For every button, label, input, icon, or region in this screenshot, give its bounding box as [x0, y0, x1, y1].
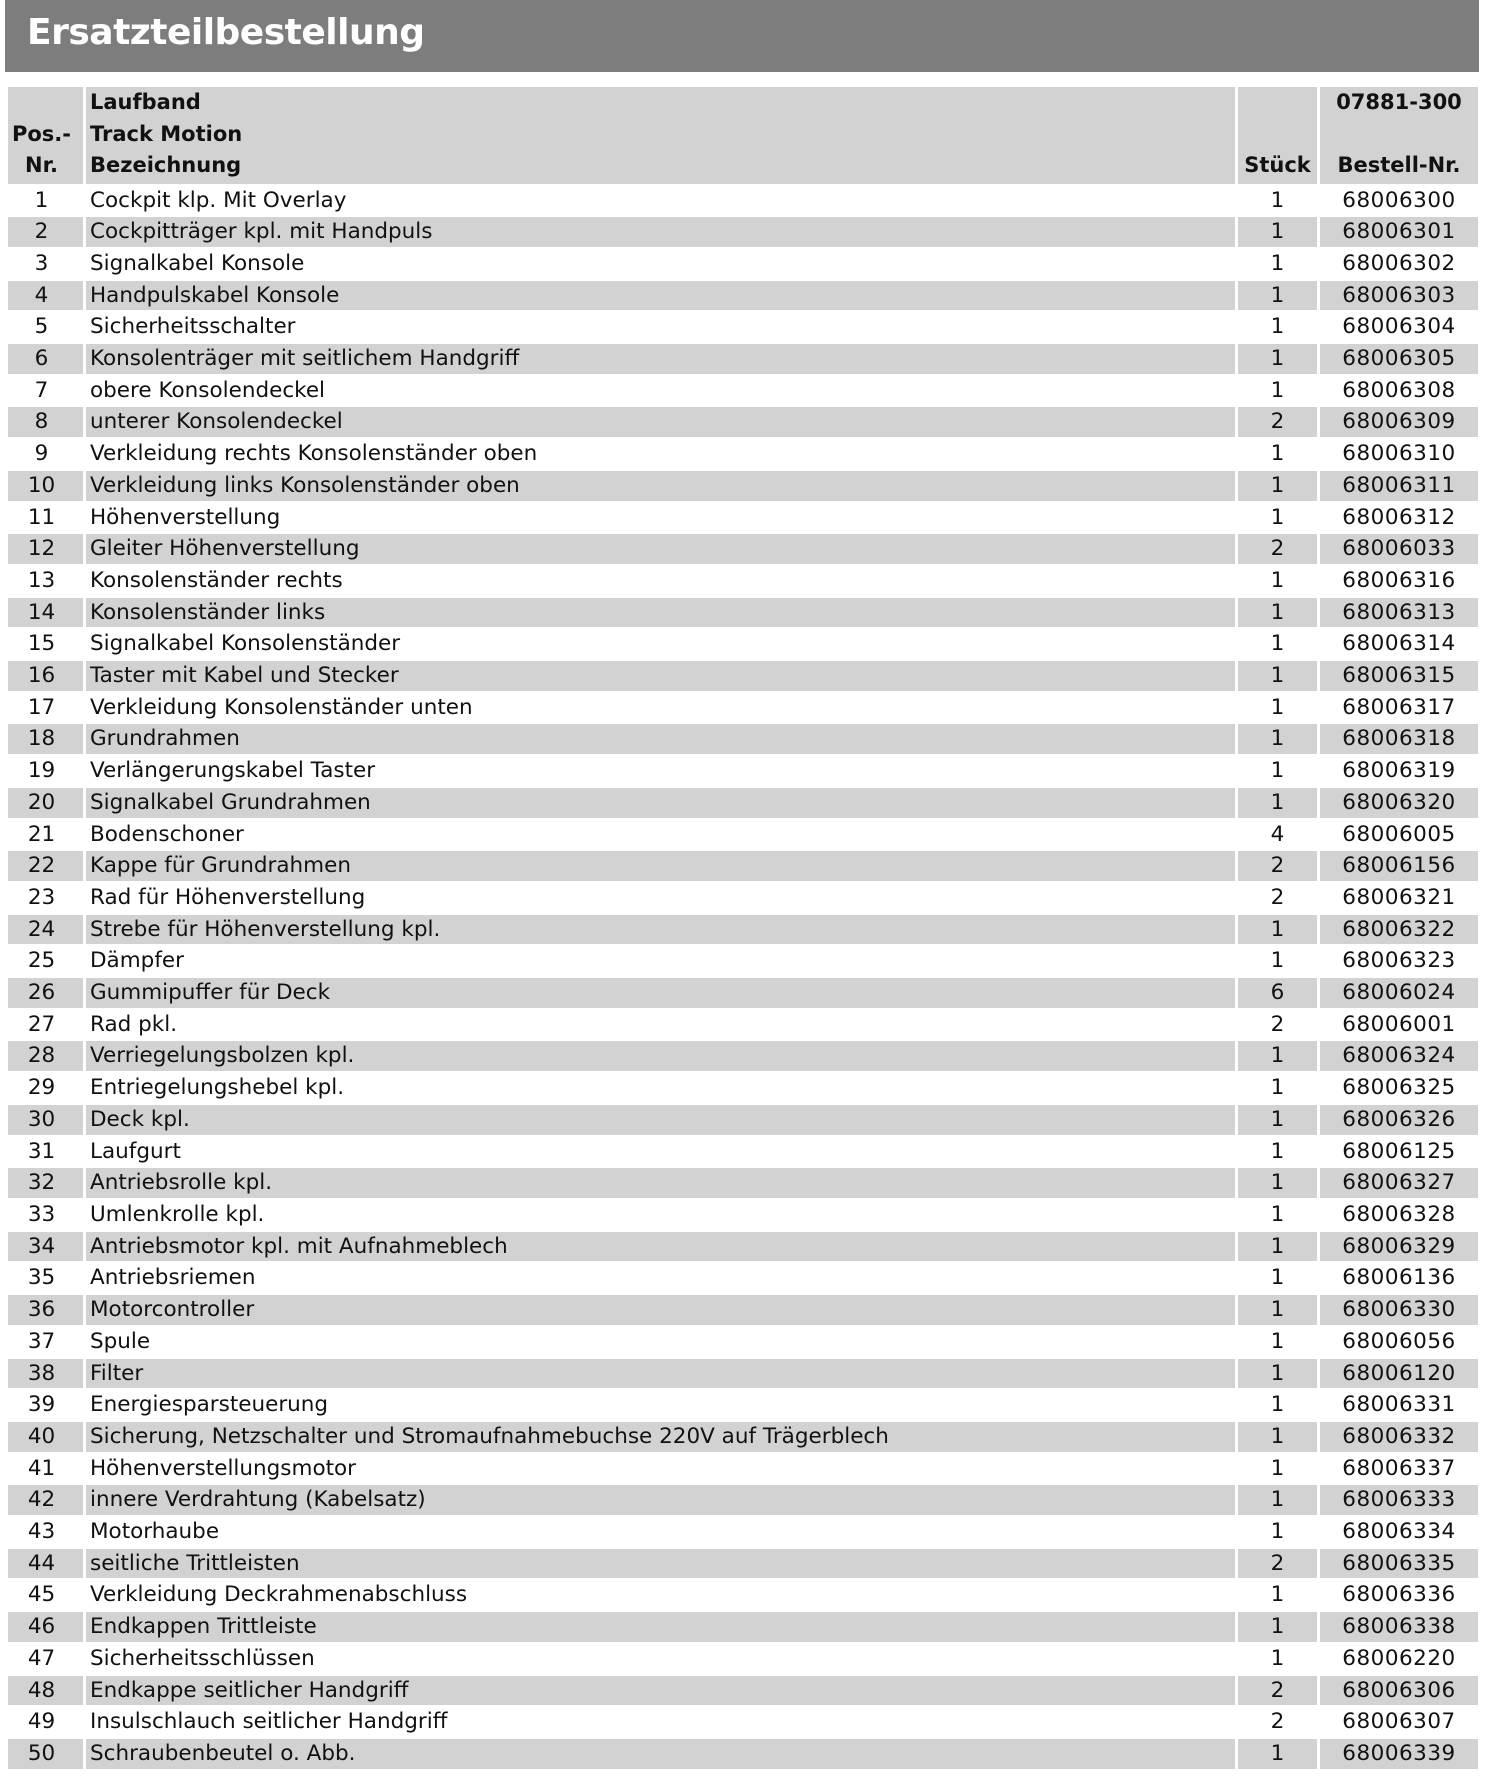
header-pos-line1: Pos.- — [11, 121, 71, 146]
order-number-cell: 68006136 — [1320, 1263, 1478, 1295]
quantity-cell: 1 — [1238, 312, 1320, 344]
description-cell: Schraubenbeutel o. Abb. — [86, 1739, 1238, 1771]
column-header-description — [86, 87, 1238, 186]
position-cell: 13 — [8, 566, 86, 598]
position-cell: 25 — [8, 946, 86, 978]
quantity-cell: 1 — [1238, 598, 1320, 630]
order-number-cell: 68006305 — [1320, 344, 1478, 376]
order-number-cell: 68006311 — [1320, 471, 1478, 503]
quantity-cell: 1 — [1238, 503, 1320, 535]
table-row — [8, 1517, 1478, 1549]
order-number-cell: 68006001 — [1320, 1010, 1478, 1042]
quantity-cell: 1 — [1238, 1454, 1320, 1486]
position-cell: 15 — [8, 629, 86, 661]
header-pos-line2: Nr. — [25, 153, 58, 177]
position-cell: 42 — [8, 1485, 86, 1517]
position-cell: 28 — [8, 1041, 86, 1073]
header-row — [8, 87, 1478, 186]
table-row — [8, 756, 1478, 788]
quantity-cell: 1 — [1238, 1105, 1320, 1137]
quantity-cell: 1 — [1238, 1644, 1320, 1676]
description-cell: Konsolenträger mit seitlichem Handgriff — [86, 344, 1238, 376]
description-cell: Signalkabel Konsole — [86, 249, 1238, 281]
description-cell: Verkleidung links Konsolenständer oben — [86, 471, 1238, 503]
quantity-cell: 1 — [1238, 1390, 1320, 1422]
table-row — [8, 217, 1478, 249]
title-bar — [5, 0, 1479, 72]
quantity-cell: 1 — [1238, 471, 1320, 503]
position-cell: 6 — [8, 344, 86, 376]
order-number-cell: 68006300 — [1320, 186, 1478, 218]
quantity-cell: 6 — [1238, 978, 1320, 1010]
description-cell: Antriebsmotor kpl. mit Aufnahmeblech — [86, 1232, 1238, 1264]
description-cell: Taster mit Kabel und Stecker — [86, 661, 1238, 693]
order-number-cell: 68006318 — [1320, 724, 1478, 756]
description-cell: obere Konsolendeckel — [86, 376, 1238, 408]
description-cell: Bodenschoner — [86, 820, 1238, 852]
quantity-cell: 1 — [1238, 376, 1320, 408]
quantity-cell: 2 — [1238, 1676, 1320, 1708]
position-cell: 30 — [8, 1105, 86, 1137]
header-product-model: Track Motion — [90, 121, 243, 146]
order-number-cell: 68006312 — [1320, 503, 1478, 535]
quantity-cell: 1 — [1238, 1485, 1320, 1517]
position-cell: 9 — [8, 439, 86, 471]
position-cell: 1 — [8, 186, 86, 218]
order-number-cell: 68006005 — [1320, 820, 1478, 852]
header-model-number: 07881-300 — [1336, 90, 1462, 114]
position-cell: 12 — [8, 534, 86, 566]
quantity-cell: 1 — [1238, 661, 1320, 693]
order-number-cell: 68006315 — [1320, 661, 1478, 693]
quantity-cell: 1 — [1238, 186, 1320, 218]
description-cell: Spule — [86, 1327, 1238, 1359]
position-cell: 50 — [8, 1739, 86, 1771]
table-row — [8, 344, 1478, 376]
quantity-cell: 1 — [1238, 217, 1320, 249]
description-cell: Sicherheitsschalter — [86, 312, 1238, 344]
description-cell: Antriebsrolle kpl. — [86, 1168, 1238, 1200]
table-row — [8, 1232, 1478, 1264]
position-cell: 36 — [8, 1295, 86, 1327]
description-cell: Endkappe seitlicher Handgriff — [86, 1676, 1238, 1708]
header-description-label: Bezeichnung — [90, 153, 242, 177]
table-row — [8, 1327, 1478, 1359]
table-row — [8, 1580, 1478, 1612]
position-cell: 3 — [8, 249, 86, 281]
position-cell: 5 — [8, 312, 86, 344]
quantity-cell: 1 — [1238, 281, 1320, 313]
order-number-cell: 68006033 — [1320, 534, 1478, 566]
order-number-cell: 68006324 — [1320, 1041, 1478, 1073]
order-number-cell: 68006327 — [1320, 1168, 1478, 1200]
table-row — [8, 598, 1478, 630]
quantity-cell: 1 — [1238, 1137, 1320, 1169]
table-row — [8, 1263, 1478, 1295]
order-number-cell: 68006322 — [1320, 915, 1478, 947]
table-row — [8, 471, 1478, 503]
description-cell: Energiesparsteuerung — [86, 1390, 1238, 1422]
quantity-cell: 1 — [1238, 439, 1320, 471]
quantity-cell: 2 — [1238, 883, 1320, 915]
description-cell: Sicherheitsschlüssen — [86, 1644, 1238, 1676]
description-cell: Motorhaube — [86, 1517, 1238, 1549]
table-row — [8, 1676, 1478, 1708]
table-row — [8, 820, 1478, 852]
description-cell: Kappe für Grundrahmen — [86, 851, 1238, 883]
header-product-name: Laufband — [90, 90, 201, 114]
position-cell: 7 — [8, 376, 86, 408]
table-row — [8, 1644, 1478, 1676]
order-number-cell: 68006319 — [1320, 756, 1478, 788]
table-row — [8, 503, 1478, 535]
position-cell: 22 — [8, 851, 86, 883]
order-number-cell: 68006302 — [1320, 249, 1478, 281]
order-number-cell: 68006316 — [1320, 566, 1478, 598]
description-cell: Höhenverstellung — [86, 503, 1238, 535]
position-cell: 8 — [8, 407, 86, 439]
quantity-cell: 1 — [1238, 1295, 1320, 1327]
table-row — [8, 629, 1478, 661]
position-cell: 34 — [8, 1232, 86, 1264]
table-row — [8, 978, 1478, 1010]
table-row — [8, 1073, 1478, 1105]
description-cell: Rad für Höhenverstellung — [86, 883, 1238, 915]
order-number-cell: 68006120 — [1320, 1359, 1478, 1391]
order-number-cell: 68006156 — [1320, 851, 1478, 883]
description-cell: Entriegelungshebel kpl. — [86, 1073, 1238, 1105]
column-header-quantity — [1238, 87, 1320, 186]
description-cell: Dämpfer — [86, 946, 1238, 978]
description-cell: Deck kpl. — [86, 1105, 1238, 1137]
position-cell: 32 — [8, 1168, 86, 1200]
description-cell: Laufgurt — [86, 1137, 1238, 1169]
quantity-cell: 4 — [1238, 820, 1320, 852]
table-row — [8, 281, 1478, 313]
position-cell: 48 — [8, 1676, 86, 1708]
table-row — [8, 661, 1478, 693]
description-cell: Grundrahmen — [86, 724, 1238, 756]
order-number-cell: 68006301 — [1320, 217, 1478, 249]
table-row — [8, 1137, 1478, 1169]
description-cell: Signalkabel Grundrahmen — [86, 788, 1238, 820]
position-cell: 19 — [8, 756, 86, 788]
position-cell: 20 — [8, 788, 86, 820]
table-row — [8, 1454, 1478, 1486]
table-row — [8, 534, 1478, 566]
quantity-cell: 1 — [1238, 1517, 1320, 1549]
order-number-cell: 68006307 — [1320, 1707, 1478, 1739]
description-cell: Verriegelungsbolzen kpl. — [86, 1041, 1238, 1073]
description-cell: Verkleidung Konsolenständer unten — [86, 693, 1238, 725]
table-row — [8, 883, 1478, 915]
quantity-cell: 1 — [1238, 629, 1320, 661]
order-number-cell: 68006310 — [1320, 439, 1478, 471]
description-cell: unterer Konsolendeckel — [86, 407, 1238, 439]
table-row — [8, 407, 1478, 439]
position-cell: 11 — [8, 503, 86, 535]
order-number-cell: 68006313 — [1320, 598, 1478, 630]
description-cell: innere Verdrahtung (Kabelsatz) — [86, 1485, 1238, 1517]
order-number-cell: 68006335 — [1320, 1549, 1478, 1581]
description-cell: Rad pkl. — [86, 1010, 1238, 1042]
position-cell: 41 — [8, 1454, 86, 1486]
position-cell: 21 — [8, 820, 86, 852]
table-row — [8, 312, 1478, 344]
header-order-label: Bestell-Nr. — [1337, 153, 1461, 177]
position-cell: 40 — [8, 1422, 86, 1454]
order-number-cell: 68006326 — [1320, 1105, 1478, 1137]
order-number-cell: 68006323 — [1320, 946, 1478, 978]
description-cell: Signalkabel Konsolenständer — [86, 629, 1238, 661]
quantity-cell: 1 — [1238, 915, 1320, 947]
table-row — [8, 1041, 1478, 1073]
position-cell: 14 — [8, 598, 86, 630]
description-cell: Filter — [86, 1359, 1238, 1391]
description-cell: Handpulskabel Konsole — [86, 281, 1238, 313]
description-cell: Höhenverstellungsmotor — [86, 1454, 1238, 1486]
quantity-cell: 2 — [1238, 851, 1320, 883]
position-cell: 31 — [8, 1137, 86, 1169]
position-cell: 18 — [8, 724, 86, 756]
table-row — [8, 851, 1478, 883]
table-body — [8, 186, 1478, 1771]
quantity-cell: 1 — [1238, 1739, 1320, 1771]
table-row — [8, 788, 1478, 820]
order-number-cell: 68006317 — [1320, 693, 1478, 725]
position-cell: 10 — [8, 471, 86, 503]
order-number-cell: 68006328 — [1320, 1200, 1478, 1232]
table-row — [8, 693, 1478, 725]
description-cell: Verlängerungskabel Taster — [86, 756, 1238, 788]
position-cell: 29 — [8, 1073, 86, 1105]
description-cell: Sicherung, Netzschalter und Stromaufnahmebuchse 220V auf Trägerblech — [86, 1422, 1238, 1454]
quantity-cell: 2 — [1238, 1707, 1320, 1739]
order-number-cell: 68006220 — [1320, 1644, 1478, 1676]
description-cell: Konsolenständer links — [86, 598, 1238, 630]
column-header-position — [8, 87, 86, 186]
quantity-cell: 2 — [1238, 534, 1320, 566]
quantity-cell: 1 — [1238, 724, 1320, 756]
quantity-cell: 1 — [1238, 344, 1320, 376]
quantity-cell: 2 — [1238, 407, 1320, 439]
quantity-cell: 1 — [1238, 249, 1320, 281]
description-cell: Verkleidung rechts Konsolenständer oben — [86, 439, 1238, 471]
position-cell: 27 — [8, 1010, 86, 1042]
table-row — [8, 915, 1478, 947]
position-cell: 4 — [8, 281, 86, 313]
description-cell: Strebe für Höhenverstellung kpl. — [86, 915, 1238, 947]
page-title: Ersatzteilbestellung — [27, 12, 425, 53]
table-row — [8, 1485, 1478, 1517]
quantity-cell: 1 — [1238, 1073, 1320, 1105]
quantity-cell: 1 — [1238, 756, 1320, 788]
quantity-cell: 2 — [1238, 1010, 1320, 1042]
quantity-cell: 1 — [1238, 1041, 1320, 1073]
description-cell: Konsolenständer rechts — [86, 566, 1238, 598]
position-cell: 33 — [8, 1200, 86, 1232]
description-cell: Cockpit klp. Mit Overlay — [86, 186, 1238, 218]
description-cell: Cockpitträger kpl. mit Handpuls — [86, 217, 1238, 249]
position-cell: 37 — [8, 1327, 86, 1359]
order-number-cell: 68006056 — [1320, 1327, 1478, 1359]
table-row — [8, 1390, 1478, 1422]
parts-table — [8, 87, 1478, 1771]
order-number-cell: 68006303 — [1320, 281, 1478, 313]
position-cell: 44 — [8, 1549, 86, 1581]
header-quantity-label: Stück — [1244, 153, 1311, 177]
order-number-cell: 68006332 — [1320, 1422, 1478, 1454]
order-number-cell: 68006325 — [1320, 1073, 1478, 1105]
table-row — [8, 249, 1478, 281]
order-number-cell: 68006338 — [1320, 1612, 1478, 1644]
position-cell: 45 — [8, 1580, 86, 1612]
column-header-order-number — [1320, 87, 1478, 186]
table-row — [8, 439, 1478, 471]
table-row — [8, 1549, 1478, 1581]
quantity-cell: 1 — [1238, 1612, 1320, 1644]
quantity-cell: 1 — [1238, 566, 1320, 598]
position-cell: 24 — [8, 915, 86, 947]
table-row — [8, 1200, 1478, 1232]
position-cell: 47 — [8, 1644, 86, 1676]
quantity-cell: 1 — [1238, 788, 1320, 820]
table-row — [8, 1707, 1478, 1739]
position-cell: 2 — [8, 217, 86, 249]
order-number-cell: 68006306 — [1320, 1676, 1478, 1708]
order-number-cell: 68006321 — [1320, 883, 1478, 915]
order-number-cell: 68006329 — [1320, 1232, 1478, 1264]
order-number-cell: 68006308 — [1320, 376, 1478, 408]
table-row — [8, 1612, 1478, 1644]
order-number-cell: 68006320 — [1320, 788, 1478, 820]
quantity-cell: 1 — [1238, 693, 1320, 725]
order-number-cell: 68006314 — [1320, 629, 1478, 661]
quantity-cell: 1 — [1238, 1359, 1320, 1391]
position-cell: 38 — [8, 1359, 86, 1391]
description-cell: Gleiter Höhenverstellung — [86, 534, 1238, 566]
table-row — [8, 376, 1478, 408]
table-row — [8, 566, 1478, 598]
quantity-cell: 1 — [1238, 1422, 1320, 1454]
table-row — [8, 186, 1478, 218]
quantity-cell: 1 — [1238, 1580, 1320, 1612]
table-row — [8, 724, 1478, 756]
description-cell: Umlenkrolle kpl. — [86, 1200, 1238, 1232]
position-cell: 23 — [8, 883, 86, 915]
order-number-cell: 68006336 — [1320, 1580, 1478, 1612]
table-row — [8, 1359, 1478, 1391]
order-number-cell: 68006339 — [1320, 1739, 1478, 1771]
description-cell: Gummipuffer für Deck — [86, 978, 1238, 1010]
order-number-cell: 68006304 — [1320, 312, 1478, 344]
position-cell: 35 — [8, 1263, 86, 1295]
table-row — [8, 1422, 1478, 1454]
table-row — [8, 1105, 1478, 1137]
quantity-cell: 1 — [1238, 1232, 1320, 1264]
position-cell: 17 — [8, 693, 86, 725]
description-cell: Verkleidung Deckrahmenabschluss — [86, 1580, 1238, 1612]
order-number-cell: 68006334 — [1320, 1517, 1478, 1549]
table-header — [8, 87, 1478, 186]
position-cell: 46 — [8, 1612, 86, 1644]
order-number-cell: 68006125 — [1320, 1137, 1478, 1169]
position-cell: 49 — [8, 1707, 86, 1739]
table-row — [8, 1168, 1478, 1200]
quantity-cell: 1 — [1238, 1200, 1320, 1232]
order-number-cell: 68006309 — [1320, 407, 1478, 439]
description-cell: Motorcontroller — [86, 1295, 1238, 1327]
description-cell: seitliche Trittleisten — [86, 1549, 1238, 1581]
position-cell: 39 — [8, 1390, 86, 1422]
description-cell: Endkappen Trittleiste — [86, 1612, 1238, 1644]
quantity-cell: 1 — [1238, 1263, 1320, 1295]
quantity-cell: 2 — [1238, 1549, 1320, 1581]
table-row — [8, 946, 1478, 978]
table-row — [8, 1010, 1478, 1042]
description-cell: Insulschlauch seitlicher Handgriff — [86, 1707, 1238, 1739]
order-number-cell: 68006330 — [1320, 1295, 1478, 1327]
order-number-cell: 68006331 — [1320, 1390, 1478, 1422]
order-number-cell: 68006024 — [1320, 978, 1478, 1010]
description-cell: Antriebsriemen — [86, 1263, 1238, 1295]
table-row — [8, 1295, 1478, 1327]
table-row — [8, 1739, 1478, 1771]
order-number-cell: 68006333 — [1320, 1485, 1478, 1517]
quantity-cell: 1 — [1238, 1327, 1320, 1359]
position-cell: 16 — [8, 661, 86, 693]
position-cell: 43 — [8, 1517, 86, 1549]
quantity-cell: 1 — [1238, 1168, 1320, 1200]
quantity-cell: 1 — [1238, 946, 1320, 978]
order-number-cell: 68006337 — [1320, 1454, 1478, 1486]
position-cell: 26 — [8, 978, 86, 1010]
